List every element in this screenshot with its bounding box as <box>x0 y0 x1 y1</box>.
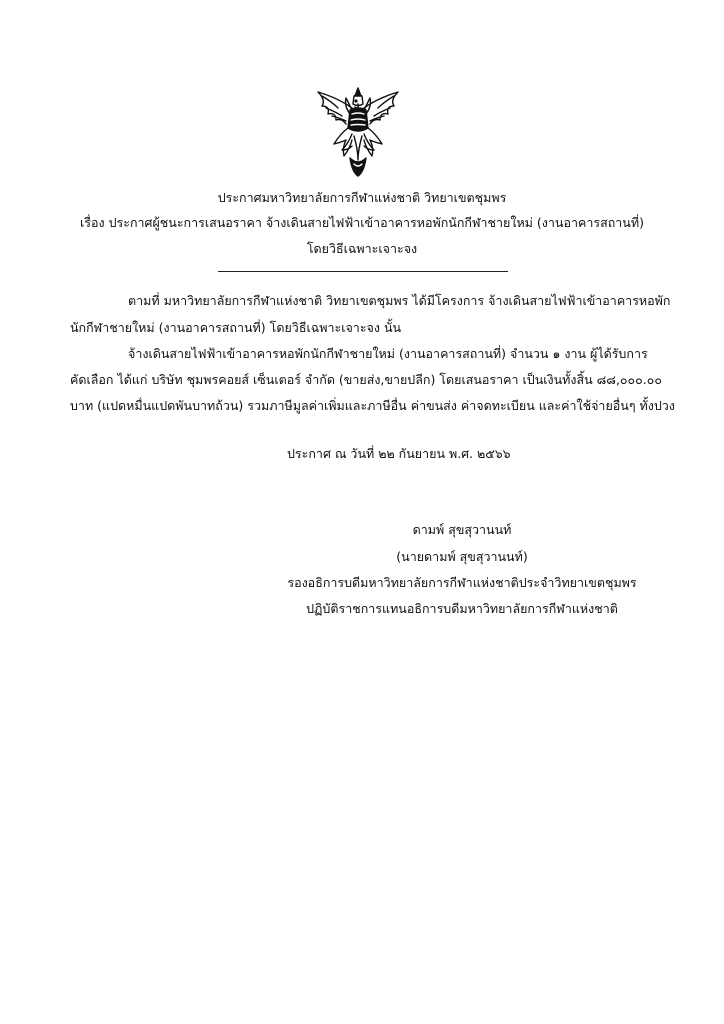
announcement-title: ประกาศมหาวิทยาลัยการกีฬาแห่งชาติ วิทยาเขตชุมพร <box>217 190 507 205</box>
signature-position: รองอธิการบดีมหาวิทยาลัยการกีฬาแห่งชาติประจำวิทยาเขตชุมพร <box>287 575 637 590</box>
garuda-emblem-icon <box>308 84 408 184</box>
paragraph-2-line-1: จ้างเดินสายไฟฟ้าเข้าอาคารหอพักนักกีฬาชายใหม่ (งานอาคารสถานที่) จำนวน ๑ งาน ผู้ได้รับการ <box>128 346 648 361</box>
procurement-method: โดยวิธีเฉพาะเจาะจง <box>306 241 418 256</box>
paragraph-2-line-2: คัดเลือก ได้แก่ บริษัท ชุมพรคอยส์ เซ็นเตอร์ จำกัด (ขายส่ง,ขายปลีก) โดยเสนอราคา เป็นเงินทั้งสิ้น ๘๘,๐๐๐.๐๐ <box>70 372 663 387</box>
announce-date: ประกาศ ณ วันที่ ๒๒ กันยายน พ.ศ. ๒๕๖๖ <box>287 446 511 461</box>
announcement-subject: เรื่อง ประกาศผู้ชนะการเสนอราคา จ้างเดินสายไฟฟ้าเข้าอาคารหอพักนักกีฬาชายใหม่ (งานอาคารสถานที่) <box>80 215 644 230</box>
signature-acting-position: ปฏิบัติราชการแทนอธิการบดีมหาวิทยาลัยการกีฬาแห่งชาติ <box>306 601 618 616</box>
paragraph-1-line-1: ตามที่ มหาวิทยาลัยการกีฬาแห่งชาติ วิทยาเขตชุมพร ได้มีโครงการ จ้างเดินสายไฟฟ้าเข้าอาคารหอพัก <box>128 293 671 308</box>
paragraph-2-line-3: บาท (แปดหมื่นแปดพันบาทถ้วน) รวมภาษีมูลค่าเพิ่มและภาษีอื่น ค่าขนส่ง ค่าจดทะเบียน และค่าใช้จ่ายอื่นๆ ทั้งปวง <box>70 398 675 413</box>
divider-line <box>218 271 508 272</box>
signature-full-name: (นายดามพ์ สุขสุวานนท์) <box>396 549 528 564</box>
signature-name: ดามพ์ สุขสุวานนท์ <box>412 522 512 537</box>
paragraph-1-line-2: นักกีฬาชายใหม่ (งานอาคารสถานที่) โดยวิธีเฉพาะเจาะจง นั้น <box>70 320 402 335</box>
